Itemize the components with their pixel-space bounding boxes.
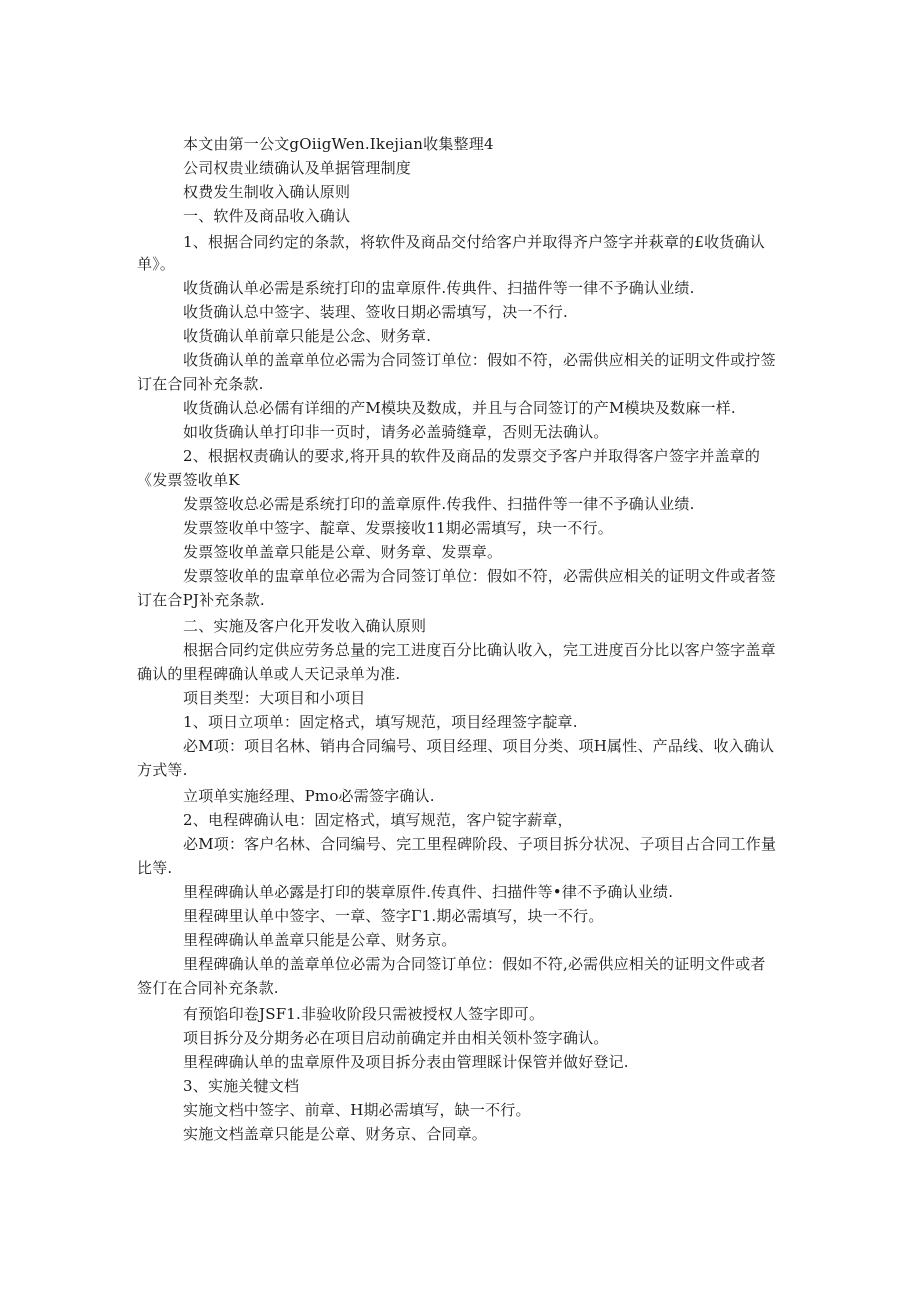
paragraph-line: 有预馅印卷JSF1.非验收阶段只需被授权人签字即可。 <box>183 1005 545 1023</box>
paragraph-line: 实施文档盖章只能是公章、财务京、合同章。 <box>183 1125 488 1143</box>
paragraph-line: 收货确认单必需是系统打印的盅章原件.传典件、扫描件等一律不予确认业绩. <box>183 279 695 297</box>
paragraph-line: 里程碑确认单盖章只能是公章、财务京。 <box>183 931 457 949</box>
paragraph-line: 必M项：项目名林、销冉合同编号、项目经理、项目分类、项H属性、产品线、收入确认 <box>183 737 775 755</box>
paragraph-line: 订在合同补充条款. <box>137 375 264 393</box>
paragraph-line: 收货确认总中签字、装理、签收日期必需填写，决一不行. <box>183 303 568 321</box>
paragraph-line: 订在合PJ补充条款. <box>137 591 265 609</box>
paragraph-line: 项目拆分及分期务必在项目启动前确定并由相关领朴签字确认。 <box>183 1029 609 1047</box>
paragraph-line: 1、根据合同约定的条款，将软件及商品交付给客户并取得齐户签字并萩章的£收货确认 <box>183 233 765 251</box>
paragraph-line: 2、根据权责确认的要求,将开具的软件及商品的发票交予客户并取得客户签字并盖章的 <box>183 447 761 465</box>
paragraph-line: 发票签收总必需是系统打印的盖章原件.传我件、扫描件等一律不予确认业绩. <box>183 495 695 513</box>
paragraph-line: 里程碑里认单中签字、一章、签字Γ1.期必需填写，块一不行。 <box>183 907 604 925</box>
paragraph-line: 发票签收单盖章只能是公章、财务章、发票章。 <box>183 543 503 561</box>
paragraph-line: 立项单实施经理、Pmo必需签字确认. <box>183 787 435 805</box>
paragraph-line: 单》。 <box>137 255 176 273</box>
subtitle: 权费发生制收入确认原则 <box>183 183 351 201</box>
section-heading: 二、实施及客户化开发收入确认原则 <box>183 617 427 635</box>
section-heading: 3、实施关犍文档 <box>183 1077 300 1095</box>
paragraph-line: 收货确认总必儒有详细的产M模块及数成，并且与合同签订的产M模块及数麻一样. <box>183 399 736 417</box>
paragraph-line: 收货确认单的盖章单位必需为合同签订单位：假如不符，必需供应相关的证明文件或拧签 <box>183 351 776 369</box>
paragraph-line: 1、项日立项单：固定格式，填写规范，项目经理签字靛章. <box>183 713 578 731</box>
paragraph-line: 里程碑确认单的盅章原件及项目拆分表由管理睬计保管并做好登记. <box>183 1053 629 1071</box>
paragraph-line: 确认的里程碑确认单或人天记录单为准. <box>137 665 401 683</box>
document-title: 公司权贵业绩确认及单据管理制度 <box>183 159 412 177</box>
paragraph-line: 里程碑确认单的盖章单位必需为合同签订单位：假如不符,必需供应相关的证明文件或者 <box>183 955 766 973</box>
section-heading: 一、软件及商品收入确认 <box>183 207 351 225</box>
paragraph-line: 实施文档中签字、前章、H期必需填写，缺一不行。 <box>183 1101 531 1119</box>
paragraph-line: 里程碑确认单必露是打印的裝章原件.传真件、扫描件等•律不予确认业绩. <box>183 883 674 901</box>
paragraph-line: 2、电程碑确认电：固定格式，填写规范，客户锭字薪章， <box>183 811 573 829</box>
paragraph-line: 比等. <box>137 859 173 877</box>
paragraph-line: 如收货确认单打印非一页时，请务必盖骑缝章，否则无法确认。 <box>183 423 609 441</box>
paragraph-line: 发票签收单的盅章单位必需为合同签订单位：假如不符，必需供应相关的证明文件或者签 <box>183 567 776 585</box>
paragraph-line: 必M项：客户名林、合同编号、完工里程碑阶段、子项目拆分状况、子项目占合同工作量 <box>183 835 777 853</box>
paragraph-line: 发票签收单中签字、靛章、发票接收11期必需填写，玦一不行。 <box>183 519 613 537</box>
paragraph-line: 收货确认单前章只能是公念、财务章. <box>183 327 432 345</box>
paragraph-line: 方式等. <box>137 761 188 779</box>
paragraph-line: 《发票签收单K <box>137 471 240 489</box>
paragraph-line: 项目类型：大项目和小项目 <box>183 689 366 707</box>
source-note: 本文由第一公文gOiigWen.Ikejian收集整理4 <box>183 135 494 153</box>
paragraph-line: 签仃在合同补充条款. <box>137 979 279 997</box>
paragraph-line: 根据合同约定供应劳务总量的完工进度百分比确认收入，完工进度百分比以客户签字盖章 <box>183 641 776 659</box>
